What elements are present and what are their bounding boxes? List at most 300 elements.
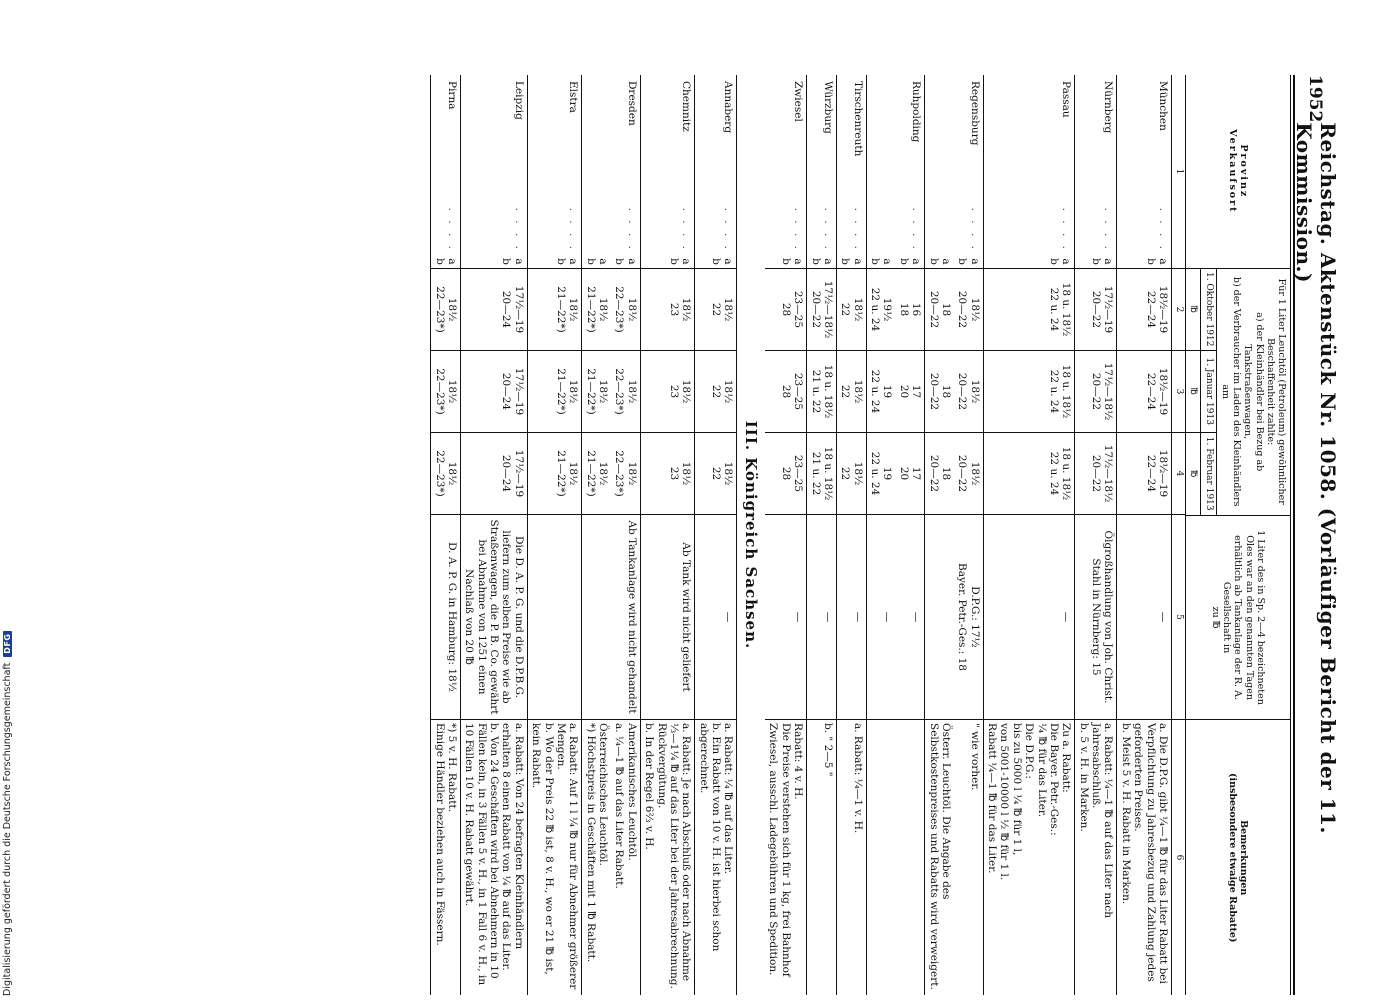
ab-marker-1: b xyxy=(584,258,597,265)
tank-supply-cell: D.P.G.: 17½ Bayer. Petr.-Ges.: 18 xyxy=(954,515,983,720)
remarks-cell: a. Rabatt: ¼—1 v. H. xyxy=(851,723,864,834)
price-feb-1913-b: 22 xyxy=(710,466,723,481)
header-date-1: 1. Oktober 1912 xyxy=(1201,269,1217,351)
price-oct-1912 xyxy=(431,269,460,351)
price-jan-1913-a: 18 u. 18½ xyxy=(821,364,834,419)
place-leader-dots: . . . . xyxy=(821,207,834,252)
remarks-cell: a. Rabatt: ¼ ℔ auf das Liter. b. Ein Rabatt von 10 v. H. ist hierbei schon abgerechnet. xyxy=(697,723,735,952)
header-unit-3: ℔ xyxy=(1186,433,1202,515)
price-jan-1913-a: 19 xyxy=(881,384,894,399)
page-number: 1952 xyxy=(1305,75,1326,123)
table-row xyxy=(837,75,867,995)
ab-marker-1: b xyxy=(839,258,852,265)
ab-marker-1: b xyxy=(433,258,446,265)
price-feb-1913-b: 21—22*) xyxy=(584,450,597,497)
tank-supply-cell: — xyxy=(895,515,924,720)
price-feb-1913-b: 20—22 xyxy=(927,454,940,493)
remarks-cell xyxy=(867,720,896,995)
tank-supply-cell: D. A. P. G. in Hamburg: 18½ xyxy=(431,515,460,720)
price-feb-1913 xyxy=(611,433,640,515)
price-feb-1913 xyxy=(925,433,954,515)
price-feb-1913-b: 20—22 xyxy=(956,454,969,493)
price-jan-1913-b: 22—23*) xyxy=(613,368,626,415)
tank-supply-cell: Ab Tank wird nicht geliefert xyxy=(641,515,695,720)
ab-markers xyxy=(1075,255,1116,269)
price-oct-1912-values xyxy=(1048,272,1073,347)
price-feb-1913-values xyxy=(839,436,864,511)
price-oct-1912-b: 21—22*) xyxy=(554,286,567,333)
price-oct-1912-a: 17½—19 xyxy=(1102,285,1115,334)
price-feb-1913-a: 18 xyxy=(939,466,952,481)
price-jan-1913 xyxy=(867,351,896,433)
price-oct-1912 xyxy=(695,269,736,351)
place-cell xyxy=(431,75,460,255)
col-number-4: 4 xyxy=(1172,433,1185,515)
price-oct-1912-a: 16 xyxy=(910,302,923,317)
price-jan-1913-b: 20—24 xyxy=(500,372,513,411)
header-unit-2: ℔ xyxy=(1186,351,1202,433)
ab-markers xyxy=(765,255,806,269)
price-jan-1913-a: 18½ xyxy=(968,379,981,404)
price-oct-1912-a: 18½ xyxy=(722,297,735,322)
tank-supply-cell: — xyxy=(807,515,836,720)
price-feb-1913 xyxy=(895,433,924,515)
place-leader-dots: . . . . xyxy=(512,207,525,252)
tank-supply-cell: — xyxy=(695,515,736,720)
price-jan-1913 xyxy=(807,351,836,433)
tank-supply-cell: Ab Tankanlage wird nicht gehandelt xyxy=(611,515,640,720)
price-jan-1913-b: 21—22*) xyxy=(554,368,567,415)
place-name: Ruhpolding xyxy=(910,81,923,143)
price-feb-1913-a: 18½ xyxy=(968,461,981,486)
place-name: München xyxy=(1156,81,1169,131)
price-jan-1913-values xyxy=(500,354,525,429)
price-feb-1913-values xyxy=(668,436,693,511)
price-feb-1913-values xyxy=(710,436,735,511)
place-cell xyxy=(611,75,640,255)
price-feb-1913-values xyxy=(869,436,894,511)
price-feb-1913-values xyxy=(1144,436,1169,511)
tank-supply-cell: — xyxy=(984,515,1075,720)
ab-marker-0: a xyxy=(1060,258,1073,265)
remarks-cell: Amerikanisches Leuchtöl. a. ¼—1 ℔ auf das Liter Rabatt. xyxy=(613,723,638,889)
table-body-saxony xyxy=(431,75,736,995)
price-oct-1912-values xyxy=(869,272,894,347)
price-oct-1912-a: 18½ xyxy=(567,297,580,322)
price-jan-1913-a: 18 xyxy=(939,384,952,399)
price-oct-1912-b: 22 u. 24 xyxy=(1047,287,1060,332)
price-jan-1913-values xyxy=(1090,354,1115,429)
table-row xyxy=(1117,75,1171,995)
price-feb-1913-a: 18½ xyxy=(567,461,580,486)
price-jan-1913-b: 21 u. 22 xyxy=(809,369,822,414)
remarks-cell xyxy=(895,720,924,995)
price-feb-1913 xyxy=(461,433,527,515)
place-leader-dots: . . . . xyxy=(1156,207,1169,252)
price-feb-1913-a: 18½ xyxy=(445,461,458,486)
ab-marker-0: a xyxy=(821,258,834,265)
price-oct-1912-b: 22 u. 24 xyxy=(869,287,882,332)
table-header xyxy=(1185,75,1290,995)
ab-markers xyxy=(611,255,640,269)
price-feb-1913-b: 21—22*) xyxy=(554,450,567,497)
ab-marker-1: b xyxy=(809,258,822,265)
price-jan-1913 xyxy=(895,351,924,433)
running-head-title: Reichstag. Aktenstück Nr. 1058. (Vorläufiger Bericht der 11. Kommission.) xyxy=(1292,122,1340,834)
price-feb-1913-values xyxy=(1090,436,1115,511)
price-oct-1912 xyxy=(867,269,896,351)
ab-marker-1: b xyxy=(956,258,969,265)
price-jan-1913-values xyxy=(613,354,638,429)
price-jan-1913-b: 20—22 xyxy=(956,372,969,411)
price-oct-1912-values xyxy=(897,272,922,347)
table-row xyxy=(1075,75,1117,995)
ab-marker-1: b xyxy=(1144,258,1157,265)
price-oct-1912-b: 22 xyxy=(839,302,852,317)
price-feb-1913-values xyxy=(897,436,922,511)
price-feb-1913-b: 23 xyxy=(667,466,680,481)
price-oct-1912-values xyxy=(710,272,735,347)
table-row xyxy=(641,75,696,995)
price-jan-1913 xyxy=(611,351,640,433)
ab-markers xyxy=(925,255,954,269)
price-oct-1912-values xyxy=(1144,272,1169,347)
place-name: Leipzig xyxy=(512,81,525,120)
remarks-cell: *) 5 v. H. Rabatt. Einige Händler beziehen auch in Fässern. xyxy=(433,723,458,946)
ab-marker-1: b xyxy=(779,258,792,265)
remarks-cell: Österreichisches Leuchtöl. *) Höchstpreis in Geschäften mit 1 ℔ Rabatt. xyxy=(584,723,610,963)
ab-markers xyxy=(695,255,736,269)
price-oct-1912 xyxy=(611,269,640,351)
place-cell xyxy=(641,75,695,255)
tank-supply-cell: — xyxy=(1117,515,1171,720)
ab-markers xyxy=(431,255,460,269)
price-feb-1913-values xyxy=(613,436,638,511)
place-cell xyxy=(837,75,866,255)
remarks-cell: Zu a. Rabatt: Die Bayer. Petr.-Ges.: ¼ ℔ für das Liter. Die D.P.G.: bis zu 5000 l ¼ ℔ für 1 l, von 5001-10000 l ½ ℔ für 1 l. Rabatt ¼—1 ℔ für das Liter. xyxy=(986,723,1073,881)
price-oct-1912 xyxy=(925,269,954,351)
price-oct-1912-values xyxy=(779,272,804,347)
price-oct-1912 xyxy=(641,269,695,351)
price-jan-1913 xyxy=(582,351,611,433)
dfg-logo: DFG xyxy=(3,631,12,657)
table-row xyxy=(895,75,925,995)
price-oct-1912-a: 17½—18½ xyxy=(821,280,834,339)
table-row xyxy=(528,75,583,995)
header-date-2: 1. Januar 1913 xyxy=(1201,351,1217,433)
price-jan-1913-values xyxy=(956,354,981,429)
ab-marker-0: a xyxy=(512,258,525,265)
price-feb-1913 xyxy=(1075,433,1116,515)
price-oct-1912 xyxy=(582,269,611,351)
place-name: Annaberg xyxy=(722,81,735,134)
place-leader-dots: . . . . xyxy=(445,207,458,252)
ab-marker-0: a xyxy=(1156,258,1169,265)
ab-markers xyxy=(807,255,836,269)
price-oct-1912-values xyxy=(584,272,609,347)
price-table xyxy=(430,75,1291,995)
price-feb-1913-values xyxy=(809,436,834,511)
price-oct-1912-a: 17½—19 xyxy=(512,285,525,334)
price-feb-1913-b: 22—23*) xyxy=(613,450,626,497)
price-jan-1913 xyxy=(528,351,582,433)
price-jan-1913-a: 18½ xyxy=(567,379,580,404)
price-oct-1912-a: 18½ xyxy=(851,297,864,322)
ab-marker-1: b xyxy=(500,258,513,265)
price-oct-1912-a: 23—25 xyxy=(792,290,805,329)
price-feb-1913-b: 22 xyxy=(839,466,852,481)
price-oct-1912 xyxy=(807,269,836,351)
price-jan-1913-values xyxy=(1048,354,1073,429)
price-feb-1913-a: 17½—19 xyxy=(512,449,525,498)
ab-marker-1: b xyxy=(869,258,882,265)
rotated-page xyxy=(0,75,1340,995)
price-oct-1912-values xyxy=(500,272,525,347)
tank-supply-cell: Ölgroßhandlung von Joh. Christ. Stahl in Nürnberg: 15 xyxy=(1075,515,1116,720)
table-row xyxy=(431,75,461,995)
price-jan-1913-values xyxy=(1144,354,1169,429)
col-number-5: 5 xyxy=(1172,515,1185,720)
price-oct-1912 xyxy=(765,269,806,351)
ab-marker-0: a xyxy=(881,258,894,265)
tank-supply-cell: Die D. A. P. G. und die D.P.B.G. liefern zum selben Preise wie ab Straßenwagen, die P. B. Co. gewährt bei Abnahme von 1251 einen Nachlaß von 20 ℔ xyxy=(461,515,527,720)
price-feb-1913-a: 18 u. 18½ xyxy=(1060,446,1073,501)
header-col5-unit: zu ℔ xyxy=(1209,606,1221,629)
price-jan-1913-values xyxy=(897,354,922,429)
table-row xyxy=(582,75,611,995)
place-name: Zwiesel xyxy=(792,81,805,122)
tank-supply-cell xyxy=(528,515,582,720)
ab-marker-1: b xyxy=(710,258,723,265)
price-oct-1912-a: 18½ xyxy=(445,297,458,322)
price-oct-1912-b: 20—22 xyxy=(927,290,940,329)
price-feb-1913-a: 17½—18½ xyxy=(1102,444,1115,503)
column-numbers xyxy=(1171,75,1185,995)
price-feb-1913-b: 22—24 xyxy=(1144,454,1157,493)
place-cell xyxy=(925,75,954,255)
price-oct-1912-values xyxy=(555,272,580,347)
table-row xyxy=(611,75,641,995)
remarks-cell: " wie vorher. xyxy=(968,723,981,791)
price-oct-1912-b: 20—22 xyxy=(809,290,822,329)
ab-marker-1: b xyxy=(927,258,940,265)
price-feb-1913-a: 18½ xyxy=(597,461,610,486)
ab-marker-0: a xyxy=(968,258,981,265)
header-remarks: Bemerkungen (insbesondere etwaige Rabatte) xyxy=(1226,773,1249,943)
price-oct-1912 xyxy=(895,269,924,351)
price-feb-1913-values xyxy=(927,436,952,511)
ab-marker-1: b xyxy=(897,258,910,265)
price-oct-1912-b: 21—22*) xyxy=(584,286,597,333)
price-oct-1912-b: 23 xyxy=(667,302,680,317)
price-jan-1913 xyxy=(837,351,866,433)
price-jan-1913 xyxy=(641,351,695,433)
price-oct-1912-values xyxy=(927,272,952,347)
place-cell xyxy=(807,75,836,255)
price-jan-1913 xyxy=(695,351,736,433)
header-dates xyxy=(1201,269,1217,515)
col-number-2: 2 xyxy=(1172,269,1185,351)
price-jan-1913-values xyxy=(779,354,804,429)
place-name: Passau xyxy=(1060,81,1073,118)
price-oct-1912-values xyxy=(809,272,834,347)
ab-marker-0: a xyxy=(680,258,693,265)
place-name: Würzburg xyxy=(821,81,834,134)
place-leader-dots: . . . . xyxy=(968,207,981,252)
table-row xyxy=(695,75,736,995)
price-oct-1912 xyxy=(1117,269,1171,351)
ab-marker-0: a xyxy=(910,258,923,265)
ab-marker-1: b xyxy=(1047,258,1060,265)
price-oct-1912-b: 18 xyxy=(897,302,910,317)
remarks-cell: Rabatt: 4 v. H. Die Preise verstehen sich für 1 kg, frei Bahnhof Zwiesel, ausschl. Ladegebühren und Spedition. xyxy=(767,723,805,977)
price-jan-1913-b: 22 xyxy=(839,384,852,399)
place-leader-dots: . . . . xyxy=(680,207,693,252)
place-leader-dots: . . . . xyxy=(851,207,864,252)
price-oct-1912-b: 20—24 xyxy=(500,290,513,329)
ab-marker-0: a xyxy=(1102,258,1115,265)
tank-supply-cell: — xyxy=(765,515,806,720)
price-feb-1913-b: 20—22 xyxy=(1090,454,1103,493)
ab-markers xyxy=(641,255,695,269)
header-col5 xyxy=(1186,516,1290,721)
place-name: Nürnberg xyxy=(1102,81,1115,134)
price-oct-1912-b: 20—22 xyxy=(956,290,969,329)
price-jan-1913-values xyxy=(710,354,735,429)
price-jan-1913-a: 18½ xyxy=(445,379,458,404)
price-jan-1913 xyxy=(925,351,954,433)
place-cell xyxy=(867,75,896,255)
price-oct-1912-values xyxy=(956,272,981,347)
price-jan-1913-values xyxy=(555,354,580,429)
price-oct-1912-a: 18½ xyxy=(968,297,981,322)
remarks-cell: Österr. Leuchtöl. Die Angabe des Selbstkostenpreises und Rabatts wird verweigert. xyxy=(927,723,952,990)
price-jan-1913 xyxy=(954,351,983,433)
table-body-bavaria xyxy=(765,75,1171,995)
price-jan-1913-a: 17 xyxy=(910,384,923,399)
price-feb-1913 xyxy=(765,433,806,515)
ab-marker-0: a xyxy=(597,258,610,265)
ab-marker-0: a xyxy=(722,258,735,265)
place-cell xyxy=(1075,75,1116,255)
price-feb-1913 xyxy=(807,433,836,515)
price-feb-1913-b: 21 u. 22 xyxy=(809,451,822,496)
ab-markers xyxy=(895,255,924,269)
place-leader-dots: . . . . xyxy=(792,207,805,252)
place-leader-dots: . . . . xyxy=(1102,207,1115,252)
price-feb-1913-values xyxy=(1048,436,1073,511)
price-oct-1912 xyxy=(528,269,582,351)
price-oct-1912-a: 18½—19 xyxy=(1156,285,1169,334)
place-leader-dots: . . . . xyxy=(625,207,638,252)
price-jan-1913-b: 20—22 xyxy=(1090,372,1103,411)
ab-markers xyxy=(867,255,896,269)
digitization-footer xyxy=(0,0,14,996)
price-jan-1913-a: 18½ xyxy=(597,379,610,404)
price-feb-1913-b: 20—24 xyxy=(500,454,513,493)
price-jan-1913-b: 22 u. 24 xyxy=(1047,369,1060,414)
ab-markers xyxy=(582,255,611,269)
table-row xyxy=(925,75,954,995)
price-jan-1913-values xyxy=(584,354,609,429)
place-cell xyxy=(954,75,983,255)
price-jan-1913-values xyxy=(668,354,693,429)
ab-marker-0: a xyxy=(445,258,458,265)
place-name: Dresden xyxy=(625,81,638,126)
place-leader-dots: . . . . xyxy=(1060,207,1073,252)
price-jan-1913-b: 22 xyxy=(710,384,723,399)
price-feb-1913 xyxy=(641,433,695,515)
place-cell xyxy=(984,75,1075,255)
price-feb-1913-a: 23—25 xyxy=(792,454,805,493)
table-row xyxy=(867,75,896,995)
price-jan-1913 xyxy=(984,351,1075,433)
price-jan-1913-a: 23—25 xyxy=(792,372,805,411)
header-units xyxy=(1186,269,1202,515)
price-feb-1913 xyxy=(867,433,896,515)
price-jan-1913-a: 17½—18½ xyxy=(1102,362,1115,421)
price-oct-1912-b: 22—23*) xyxy=(613,286,626,333)
price-oct-1912-b: 20—22 xyxy=(1090,290,1103,329)
ab-marker-1: b xyxy=(613,258,626,265)
price-jan-1913-a: 18½ xyxy=(722,379,735,404)
price-jan-1913-a: 18½ xyxy=(680,379,693,404)
ab-markers xyxy=(461,255,527,269)
tank-supply-cell xyxy=(925,515,954,720)
price-oct-1912-values xyxy=(433,272,458,347)
price-jan-1913-values xyxy=(839,354,864,429)
remarks-cell: a. Rabatt: Auf 1 l ¼ ℔ nur für Abnehmer größerer Mengen. b. Wo der Preis 22 ℔ ist, 8 v. H., wo er 21 ℔ ist, kein Rabatt. xyxy=(530,723,580,990)
place-cell xyxy=(1117,75,1171,255)
price-oct-1912 xyxy=(1075,269,1116,351)
table-row xyxy=(765,75,807,995)
header-province: Provinz Verkaufsort xyxy=(1186,75,1290,269)
price-oct-1912-a: 18 u. 18½ xyxy=(1060,282,1073,337)
footer-text: Digitalisierung gefördert durch die Deutsche Forschungsgemeinschaft xyxy=(1,662,13,996)
price-jan-1913-values xyxy=(869,354,894,429)
price-oct-1912-a: 19½ xyxy=(881,297,894,322)
ab-markers xyxy=(984,255,1075,269)
tank-supply-cell: — xyxy=(867,515,896,720)
place-cell xyxy=(528,75,582,255)
price-feb-1913 xyxy=(984,433,1075,515)
price-feb-1913 xyxy=(837,433,866,515)
table-row xyxy=(954,75,984,995)
price-jan-1913-values xyxy=(809,354,834,429)
price-feb-1913-values xyxy=(555,436,580,511)
remarks-cell: a. Rabatt: Von 24 befragten Kleinhändlern erhalten 8 einen Rabatt von ¼ ℔ auf das Liter. b. Von 24 Geschäften wird bei Abnehmern in 10 Fällen kein, in 3 Fällen 5 v. H., in 1 Fall 6 v. H., in 10 Fällen 10 v. H. Rabatt gewährt. xyxy=(463,723,525,986)
price-oct-1912-a: 18½ xyxy=(597,297,610,322)
price-feb-1913 xyxy=(954,433,983,515)
price-jan-1913-a: 17½—19 xyxy=(512,367,525,416)
ab-marker-0: a xyxy=(567,258,580,265)
place-leader-dots: . . . . xyxy=(910,207,923,252)
remarks-cell: a. Rabatt: Je nach Abschluß oder nach Abnahme ⅓—1¼ ℔ auf das Liter bei der Jahresabrechnung. Rückvergütung. b. In der Regel 6⅔ v. H. xyxy=(643,723,693,989)
price-feb-1913-values xyxy=(584,436,609,511)
ab-markers xyxy=(837,255,866,269)
price-jan-1913-a: 18½—19 xyxy=(1156,367,1169,416)
header-unit-1: ℔ xyxy=(1186,269,1202,351)
price-oct-1912-values xyxy=(1090,272,1115,347)
place-name: Pirna xyxy=(445,81,458,110)
price-oct-1912-values xyxy=(668,272,693,347)
place-name: Tirschenreuth xyxy=(851,81,864,157)
price-jan-1913-b: 20—22 xyxy=(927,372,940,411)
remarks-cell: a. Rabatt: ¼—1 ℔ auf das Liter nach Jahresabschluß. b. 5 v. H. in Marken. xyxy=(1077,723,1115,918)
col-number-1: 1 xyxy=(1172,75,1185,269)
price-feb-1913-a: 18½ xyxy=(625,461,638,486)
price-jan-1913 xyxy=(765,351,806,433)
